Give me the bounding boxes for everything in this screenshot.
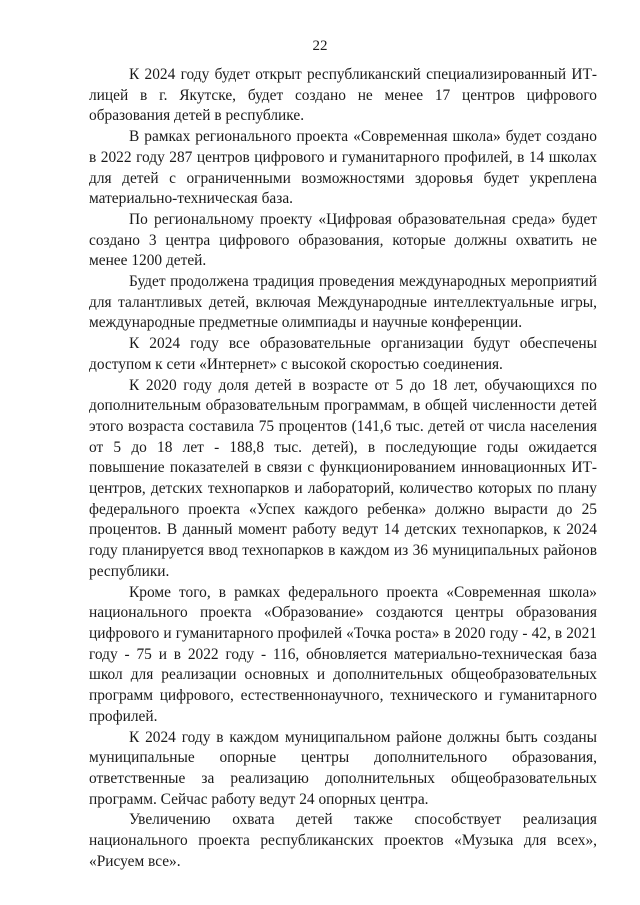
page-number: 22 [312,38,328,54]
paragraph-republican-projects: Увеличению охвата детей также способствует реализация национального проекта республиканских проектов «Музыка для всех», «Рисуем все». [89,811,597,870]
document-body [89,65,597,872]
paragraph-additional-education-share: К 2020 году доля детей в возрасте от 5 до 18 лет, обучающихся по дополнительным образовательным программам, в общей численности детей этого возраста составила 75 процентов (141,6 тыс. детей от числа населения от 5 до 18 лет - 188,8 тыс. детей), в последующие годы ожидается повышение показателей в связи с функционированием инновационных ИТ-центров, детских технопарков и лабораторий, количество которых по плану федерального проекта «Успех каждого ребенка» должно вырасти до 25 процентов. В данный момент работу ведут 14 детских технопарков, к 2024 году планируется ввод технопарков в каждом из 36 муниципальных районов республики. [89,376,597,580]
paragraph-modern-school-regional: В рамках регионального проекта «Современная школа» будет создано в 2022 году 287 центров цифрового и гуманитарного профилей, в 14 школах для детей с ограниченными возможностями здоровья будет укреплена материально-техническая база. [89,128,597,208]
paragraph-it-lyceum: К 2024 году будет открыт республиканский специализированный ИТ-лицей в г. Якутске, будет создано не менее 17 центров цифрового образования детей в республике. [89,66,597,125]
paragraph-internet-access: К 2024 году все образовательные организации будут обеспечены доступом к сети «Интернет» с высокой скоростью соединения. [89,335,597,373]
paragraph-growth-points: Кроме того, в рамках федерального проекта «Современная школа» национального проекта «Образование» создаются центры образования цифрового и гуманитарного профилей «Точка роста» в 2020 году - 42, в 2021 году - 75 и в 2022 году - 116, обновляется материально-техническая база школ для реализации основных и дополнительных общеобразовательных программ цифрового, естественнонаучного, технического и гуманитарного профилей. [89,583,597,725]
paragraph-support-centers: К 2024 году в каждом муниципальном районе должны быть созданы муниципальные опорные центры дополнительного образования, ответственные за реализацию дополнительных общеобразовательных программ. Сейчас работу ведут 24 опорных центра. [89,728,597,808]
paragraph-digital-environment: По региональному проекту «Цифровая образовательная среда» будет создано 3 центра цифрового образования, которые должны охватить не менее 1200 детей. [89,210,597,270]
paragraph-international-events: Будет продолжена традиция проведения международных мероприятий для талантливых детей, включая Международные интеллектуальные игры, международные предметные олимпиады и научные конференции. [89,273,597,332]
